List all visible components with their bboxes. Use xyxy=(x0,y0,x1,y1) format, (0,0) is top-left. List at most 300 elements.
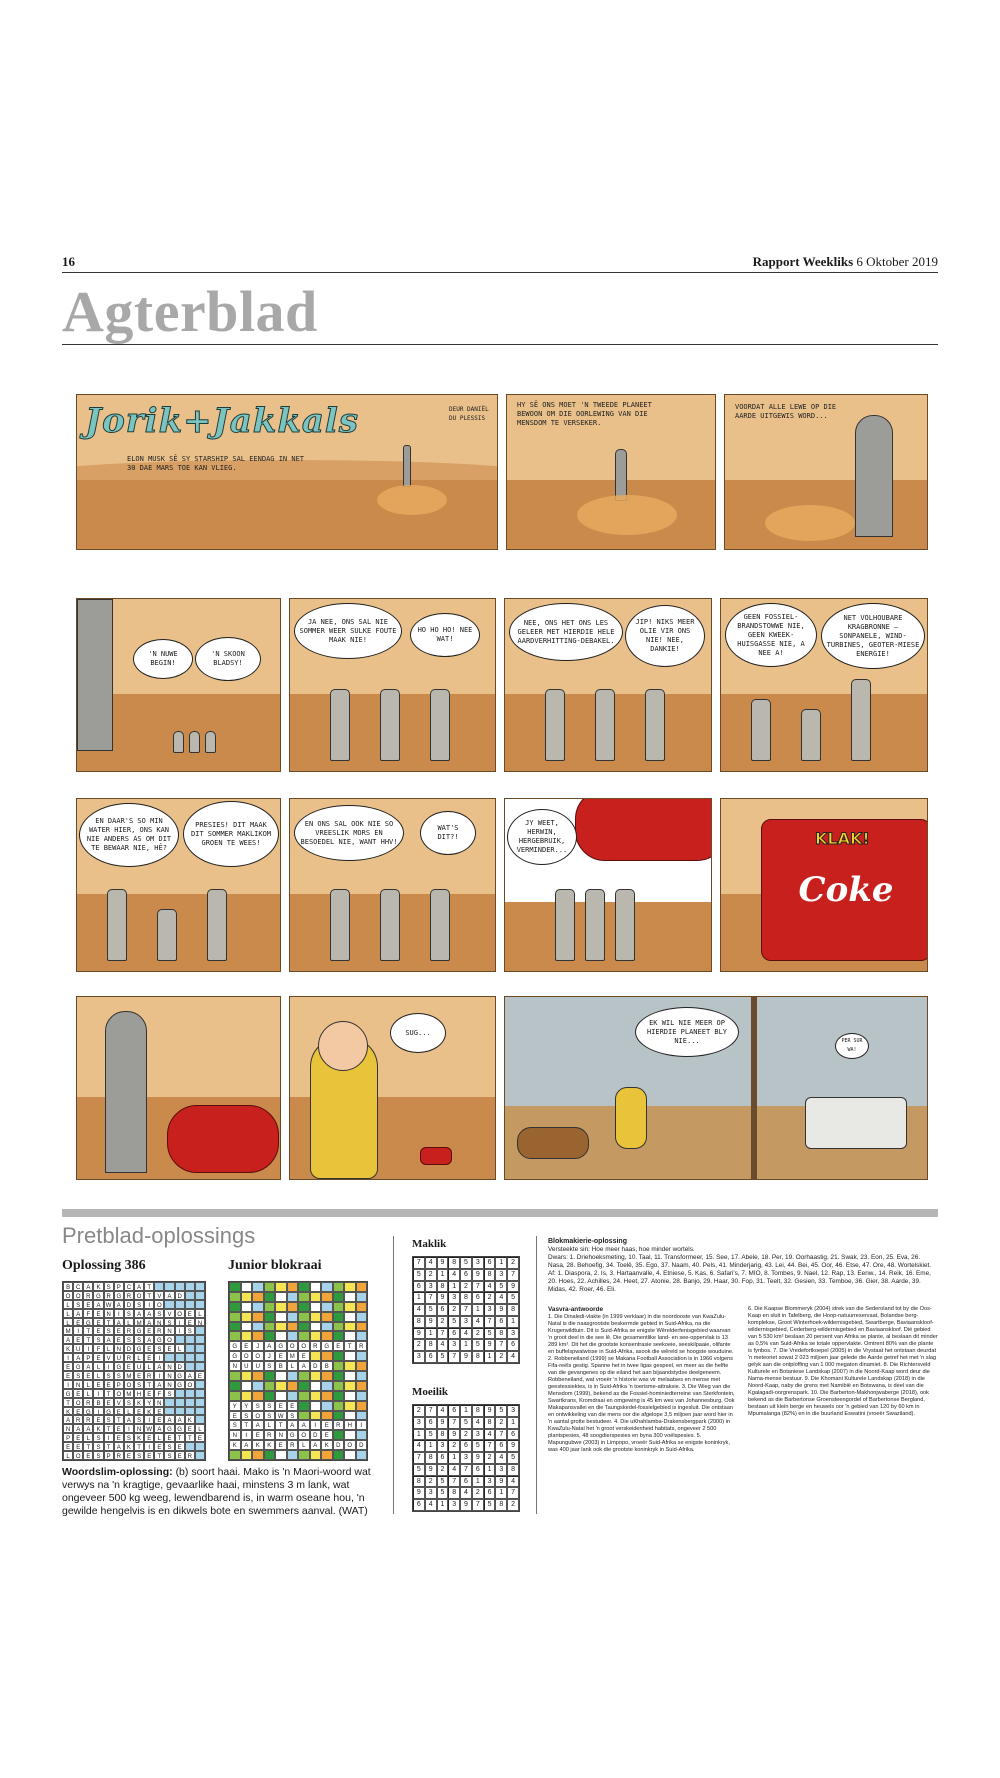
oplossing-cell xyxy=(185,1407,195,1416)
junior-cell: D xyxy=(333,1440,345,1450)
junior-cell xyxy=(333,1292,345,1302)
panel-2-caption: HY SÊ ONS MOET 'N TWEEDE PLANEET BEWOON OM DIE OORLEWING VAN DIE MENSDOM TE VERSEKER. xyxy=(517,401,652,427)
oplossing-cell: K xyxy=(134,1433,144,1442)
moeilik-cell: 6 xyxy=(425,1417,437,1429)
junior-cell xyxy=(275,1282,287,1292)
oplossing-cell: T xyxy=(144,1282,154,1291)
junior-cell xyxy=(275,1391,287,1401)
comic-panel-9 xyxy=(289,798,496,972)
moeilik-cell: 4 xyxy=(507,1476,519,1488)
oplossing-cell xyxy=(164,1282,174,1291)
oplossing-cell: D xyxy=(124,1344,134,1353)
oplossing-cell: G xyxy=(134,1326,144,1335)
oplossing-cell: A xyxy=(83,1424,93,1433)
moeilik-cell: 2 xyxy=(495,1417,507,1429)
maklik-cell: 8 xyxy=(507,1304,519,1316)
oplossing-cell: A xyxy=(164,1291,174,1300)
oplossing-cell: G xyxy=(104,1407,114,1416)
oplossing-cell: O xyxy=(164,1335,174,1344)
junior-cell xyxy=(229,1371,241,1381)
oplossing-cell: O xyxy=(134,1291,144,1300)
junior-cell xyxy=(333,1322,345,1332)
maklik-cell: 6 xyxy=(484,1257,496,1269)
maklik-cell: 3 xyxy=(413,1351,425,1363)
junior-cell xyxy=(287,1391,299,1401)
junior-cell: K xyxy=(264,1440,276,1450)
junior-cell: A xyxy=(264,1341,276,1351)
oplossing-cell: R xyxy=(83,1398,93,1407)
oplossing-cell: E xyxy=(104,1380,114,1389)
oplossing-cell: I xyxy=(73,1326,83,1335)
oplossing-cell: L xyxy=(93,1362,103,1371)
header-rule xyxy=(62,272,938,273)
oplossing-cell: U xyxy=(114,1353,124,1362)
oplossing-cell xyxy=(195,1300,205,1309)
oplossing-cell: N xyxy=(164,1326,174,1335)
oplossing-cell: E xyxy=(195,1433,205,1442)
oplossing-cell: T xyxy=(154,1451,164,1460)
oplossing-cell: O xyxy=(114,1389,124,1398)
oplossing-cell: N xyxy=(195,1318,205,1327)
oplossing-cell: P xyxy=(83,1353,93,1362)
oplossing-cell: R xyxy=(185,1451,195,1460)
vasvra-column-1: 1. Die Dinaledi-vlakte (in 1999 verklaar) in die noordooste van KwaZulu-Natal is die naasgrootste beskermde gebied in Suid-Afrika, na die Krugerwildtuin. Dit is Suid-Afrika se enigste Wêrelderfenisgebied waarvan 'n groot deel in die see lê. Die gesamentlike land- en see-oppervlak is 13 289 km². Dit het die grootste konsentrasie seekoeie, seeskilpaaie, olifante en buffelspwalwisse in Suid-Afrika, asook die wêreld se hoogste wouduine. 2. Robbeneiland (1999) se Makana Football Association is in 1966 volgens Fifa-reëls gestig. Spanne het in twee ligas gespeel, en meer as die helfte van die gevangenes op die eiland het aan bijaandstydse deelgeneem. Robbeneiland, wat vroeër 'n historie was vir melaatses en mense met geestessiektes, is in Suid-Afrika 'n toerisme-attraksie. 3. Die Wieg van die Mensdom (1999), bekend as die Fossiel-hominiedterreine van Sterkfontein, Swartkrans, Kromdraai en omgewing is 45 km wes van Johannesburg. Ook Makapansvallei en die Taungskedel-fossielgebied is ingesluit. Die ontstaan en ontwikkeling van die mens oor die afgelope 3,5 miljoen jaar word hier in 'n aantal grotte bestudeer. 4. Die uKhahlamba-Drakensbergpark (2000) in KwaZulu-Natal het 'n groot verskeidenheid habitats, ongeveer 2 500 plantspesies, 48 soogdierspesies en byna 300 voëlspesies. 5. Mapungubwe (2003) in Limpopo, vroeër Suid-Afrika se enigste koninkryk, was 400 jaar lank ook die grootste koninkryk in Suid-Afrika. xyxy=(548,1314,735,1453)
maklik-cell: 3 xyxy=(472,1257,484,1269)
oplossing-cell: L xyxy=(83,1380,93,1389)
junior-cell xyxy=(229,1282,241,1292)
oplossing-cell: R xyxy=(124,1326,134,1335)
oplossing-cell xyxy=(195,1282,205,1291)
oplossing-cell xyxy=(195,1362,205,1371)
oplossing-cell: E xyxy=(114,1407,124,1416)
oplossing-cell: G xyxy=(134,1344,144,1353)
oplossing-cell: E xyxy=(154,1442,164,1451)
oplossing-cell: K xyxy=(63,1407,73,1416)
oplossing-cell xyxy=(175,1300,185,1309)
oplossing-cell: S xyxy=(104,1282,114,1291)
boy-figure xyxy=(615,1087,647,1149)
junior-cell: R xyxy=(310,1341,322,1351)
soda-can xyxy=(420,1147,452,1165)
junior-cell xyxy=(356,1282,368,1292)
oplossing-cell: E xyxy=(185,1309,195,1318)
panel-10-bubble-1: JY WEET, HERWIN, HERGEBRUIK, VERMINDER... xyxy=(507,809,577,865)
maklik-sudoku-grid xyxy=(412,1256,520,1364)
astronaut-figure xyxy=(751,699,771,761)
panel-9-bubble-2: WAT'S DIT?! xyxy=(420,811,476,855)
junior-cell xyxy=(229,1381,241,1391)
maklik-cell: 2 xyxy=(495,1351,507,1363)
junior-cell: S xyxy=(287,1411,299,1421)
maklik-cell: 2 xyxy=(460,1281,472,1293)
oplossing-crossword-grid xyxy=(62,1281,206,1461)
oplossing-cell: V xyxy=(164,1309,174,1318)
junior-cell xyxy=(344,1430,356,1440)
junior-cell: G xyxy=(287,1430,299,1440)
moeilik-cell: 9 xyxy=(484,1405,496,1417)
moeilik-cell: 5 xyxy=(460,1417,472,1429)
maklik-cell: 6 xyxy=(448,1328,460,1340)
oplossing-cell: A xyxy=(175,1415,185,1424)
oplossing-cell: G xyxy=(175,1371,185,1380)
junior-cell: O xyxy=(298,1430,310,1440)
junior-cell xyxy=(275,1381,287,1391)
moeilik-cell: 5 xyxy=(437,1476,449,1488)
junior-cell: D xyxy=(310,1430,322,1440)
oplossing-cell xyxy=(195,1398,205,1407)
junior-cell xyxy=(344,1381,356,1391)
junior-cell xyxy=(333,1450,345,1460)
junior-cell xyxy=(356,1381,368,1391)
oplossing-cell: G xyxy=(175,1424,185,1433)
junior-cell xyxy=(241,1282,253,1292)
maklik-cell: 6 xyxy=(460,1269,472,1281)
oplossing-cell: R xyxy=(154,1326,164,1335)
maklik-cell: 1 xyxy=(425,1328,437,1340)
junior-cell: S xyxy=(264,1411,276,1421)
panel-6-bubble-1: NEE, ONS HET ONS LES GELEER MET HIERDIE HELE AARDVERHITTING-DEBAKEL. xyxy=(509,603,623,661)
oplossing-cell: E xyxy=(83,1371,93,1380)
oplossing-cell: T xyxy=(104,1318,114,1327)
maklik-cell: 9 xyxy=(460,1351,472,1363)
maklik-cell: 1 xyxy=(495,1257,507,1269)
oplossing-cell: O xyxy=(154,1300,164,1309)
oplossing-cell: N xyxy=(104,1309,114,1318)
oplossing-cell: E xyxy=(63,1442,73,1451)
junior-cell: E xyxy=(275,1401,287,1411)
boy-head xyxy=(318,1021,368,1071)
maklik-cell: 2 xyxy=(437,1316,449,1328)
oplossing-cell xyxy=(195,1335,205,1344)
oplossing-cell: B xyxy=(63,1282,73,1291)
junior-cell xyxy=(356,1371,368,1381)
maklik-cell: 4 xyxy=(448,1269,460,1281)
junior-cell xyxy=(287,1312,299,1322)
oplossing-cell: E xyxy=(175,1451,185,1460)
junior-cell xyxy=(333,1302,345,1312)
junior-cell: E xyxy=(321,1430,333,1440)
junior-cell: S xyxy=(264,1361,276,1371)
junior-cell xyxy=(229,1331,241,1341)
oplossing-cell: A xyxy=(144,1335,154,1344)
junior-cell xyxy=(275,1312,287,1322)
smoke-cloud xyxy=(765,505,855,541)
junior-cell xyxy=(310,1401,322,1411)
junior-cell xyxy=(333,1312,345,1322)
blokmakierie-title: Blokmakierie-oplossing xyxy=(548,1238,627,1245)
oplossing-cell xyxy=(164,1300,174,1309)
oplossing-cell: E xyxy=(185,1318,195,1327)
oplossing-cell: E xyxy=(114,1433,124,1442)
oplossing-cell: G xyxy=(175,1380,185,1389)
maklik-cell: 4 xyxy=(507,1351,519,1363)
junior-cell: O xyxy=(287,1341,299,1351)
oplossing-cell: L xyxy=(175,1344,185,1353)
oplossing-cell: T xyxy=(144,1380,154,1389)
oplossing-cell: N xyxy=(73,1380,83,1389)
moeilik-cell: 4 xyxy=(495,1452,507,1464)
maklik-cell: 3 xyxy=(460,1316,472,1328)
junior-cell xyxy=(287,1282,299,1292)
oplossing-cell xyxy=(185,1398,195,1407)
moeilik-cell: 9 xyxy=(448,1429,460,1441)
moeilik-cell: 8 xyxy=(448,1487,460,1499)
junior-cell xyxy=(298,1391,310,1401)
junior-cell xyxy=(264,1312,276,1322)
junior-cell xyxy=(333,1282,345,1292)
junior-cell xyxy=(264,1450,276,1460)
oplossing-cell: S xyxy=(73,1300,83,1309)
oplossing-cell: S xyxy=(124,1335,134,1344)
oplossing-cell: I xyxy=(104,1362,114,1371)
junior-cell xyxy=(275,1302,287,1312)
maklik-cell: 3 xyxy=(448,1292,460,1304)
junior-cell xyxy=(241,1381,253,1391)
oplossing-cell: S xyxy=(154,1309,164,1318)
junior-cell xyxy=(264,1371,276,1381)
moeilik-cell: 8 xyxy=(472,1405,484,1417)
moeilik-cell: 5 xyxy=(425,1429,437,1441)
column-divider xyxy=(393,1236,394,1514)
oplossing-cell: R xyxy=(83,1415,93,1424)
oplossing-cell xyxy=(185,1389,195,1398)
oplossing-cell xyxy=(175,1398,185,1407)
junior-cell: O xyxy=(252,1411,264,1421)
panel-7-bubble-2: NET VOLHOUBARE KRAGBRONNE – SONPANELE, WIND-TURBINES, GEOTER-MIESE ENERGIE! xyxy=(821,603,925,669)
junior-cell xyxy=(310,1282,322,1292)
junior-cell xyxy=(333,1361,345,1371)
astronaut-figure xyxy=(430,689,450,761)
junior-cell: E xyxy=(321,1420,333,1430)
moeilik-cell: 1 xyxy=(495,1487,507,1499)
panel-5-bubble-1: JA NEE, ONS SAL NIE SOMMER WEER SULKE FOUTE MAAK NIE! xyxy=(294,603,402,659)
oplossing-cell: I xyxy=(175,1326,185,1335)
oplossing-cell: P xyxy=(114,1282,124,1291)
oplossing-cell: I xyxy=(154,1353,164,1362)
maklik-cell: 2 xyxy=(507,1257,519,1269)
junior-cell xyxy=(321,1351,333,1361)
moeilik-sudoku-grid xyxy=(412,1404,520,1512)
moeilik-cell: 1 xyxy=(460,1405,472,1417)
woordslim-text: (b) soort haai. Mako is 'n Maori-woord wat verwys na 'n kragtige, gevaarlike haai, minstens 3 m lank, wat ongeveer 500 kg weeg, lewendbarend is, in warm oseane hou, 'n gewilde hengelvis is en dikwels bote en swemmers aanval. (WAT) xyxy=(62,1466,371,1517)
junior-cell: E xyxy=(275,1351,287,1361)
oplossing-cell: O xyxy=(175,1309,185,1318)
junior-cell xyxy=(321,1391,333,1401)
maklik-cell: 4 xyxy=(472,1316,484,1328)
oplossing-cell: K xyxy=(93,1424,103,1433)
astronaut-figure xyxy=(615,889,635,961)
junior-cell xyxy=(264,1391,276,1401)
maklik-cell: 8 xyxy=(495,1328,507,1340)
oplossing-cell: A xyxy=(93,1300,103,1309)
junior-cell xyxy=(321,1411,333,1421)
maklik-cell: 9 xyxy=(484,1339,496,1351)
maklik-cell: 3 xyxy=(507,1328,519,1340)
oplossing-cell: M xyxy=(134,1318,144,1327)
maklik-cell: 1 xyxy=(448,1281,460,1293)
junior-cell xyxy=(310,1371,322,1381)
moeilik-cell: 3 xyxy=(507,1405,519,1417)
oplossing-cell: S xyxy=(114,1371,124,1380)
junior-cell xyxy=(344,1322,356,1332)
junior-cell: R xyxy=(287,1440,299,1450)
moeilik-cell: 5 xyxy=(484,1499,496,1511)
oplossing-cell: G xyxy=(63,1389,73,1398)
junior-cell xyxy=(321,1331,333,1341)
junior-cell xyxy=(356,1312,368,1322)
junior-cell: G xyxy=(229,1341,241,1351)
oplossing-cell: T xyxy=(134,1442,144,1451)
junior-cell: Y xyxy=(241,1401,253,1411)
telephone-pole xyxy=(751,997,757,1180)
moeilik-cell: 3 xyxy=(448,1499,460,1511)
moeilik-cell: 4 xyxy=(484,1429,496,1441)
junior-cell xyxy=(344,1312,356,1322)
panel-5-bubble-2: HO HO HO! NEE WAT! xyxy=(410,613,480,657)
oplossing-cell: S xyxy=(104,1371,114,1380)
junior-cell xyxy=(333,1401,345,1411)
junior-crossword-grid xyxy=(228,1281,368,1461)
oplossing-cell: A xyxy=(185,1371,195,1380)
junior-cell: A xyxy=(241,1440,253,1450)
junior-cell xyxy=(287,1381,299,1391)
junior-cell: G xyxy=(229,1351,241,1361)
oplossing-cell: S xyxy=(185,1326,195,1335)
moeilik-cell: 2 xyxy=(507,1499,519,1511)
astronaut-figure xyxy=(595,689,615,761)
junior-cell xyxy=(333,1371,345,1381)
oplossing-cell: S xyxy=(134,1335,144,1344)
moeilik-cell: 2 xyxy=(472,1487,484,1499)
soda-can xyxy=(575,798,712,861)
oplossing-cell: A xyxy=(73,1309,83,1318)
junior-cell xyxy=(252,1312,264,1322)
oplossing-cell: T xyxy=(83,1442,93,1451)
junior-cell xyxy=(252,1331,264,1341)
junior-cell xyxy=(310,1302,322,1312)
starship-icon xyxy=(403,445,411,487)
oplossing-cell: F xyxy=(93,1344,103,1353)
junior-cell: J xyxy=(252,1341,264,1351)
maklik-cell: 5 xyxy=(472,1339,484,1351)
oplossing-cell xyxy=(154,1282,164,1291)
oplossing-cell: T xyxy=(175,1433,185,1442)
junior-cell xyxy=(344,1371,356,1381)
oplossing-cell: R xyxy=(114,1451,124,1460)
junior-cell xyxy=(344,1391,356,1401)
junior-cell xyxy=(229,1391,241,1401)
moeilik-cell: 4 xyxy=(425,1499,437,1511)
oplossing-cell: L xyxy=(144,1362,154,1371)
junior-cell xyxy=(264,1322,276,1332)
moeilik-cell: 5 xyxy=(507,1452,519,1464)
oplossing-cell: E xyxy=(93,1318,103,1327)
junior-cell xyxy=(252,1302,264,1312)
oplossing-cell: L xyxy=(124,1318,134,1327)
oplossing-cell: S xyxy=(104,1326,114,1335)
maklik-cell: 8 xyxy=(448,1257,460,1269)
junior-cell: O xyxy=(252,1351,264,1361)
oplossing-cell: A xyxy=(164,1415,174,1424)
oplossing-cell: E xyxy=(185,1424,195,1433)
junior-cell: A xyxy=(298,1361,310,1371)
oplossing-cell: I xyxy=(144,1300,154,1309)
moeilik-cell: 9 xyxy=(507,1440,519,1452)
oplossing-cell: M xyxy=(124,1389,134,1398)
junior-cell xyxy=(241,1331,253,1341)
oplossing-cell: G xyxy=(73,1362,83,1371)
oplossing-cell: R xyxy=(124,1353,134,1362)
moeilik-cell: 5 xyxy=(437,1487,449,1499)
oplossing-cell xyxy=(185,1282,195,1291)
oplossing-cell: T xyxy=(144,1291,154,1300)
oplossing-cell: I xyxy=(63,1380,73,1389)
oplossing-cell: A xyxy=(124,1415,134,1424)
junior-cell: Y xyxy=(229,1401,241,1411)
oplossing-cell: T xyxy=(104,1442,114,1451)
maklik-cell: 1 xyxy=(460,1339,472,1351)
maklik-cell: 1 xyxy=(507,1316,519,1328)
maklik-cell: 2 xyxy=(472,1328,484,1340)
maklik-cell: 6 xyxy=(507,1339,519,1351)
junior-cell: G xyxy=(275,1341,287,1351)
oplossing-cell: A xyxy=(154,1424,164,1433)
oplossing-cell: F xyxy=(154,1389,164,1398)
junior-cell: N xyxy=(229,1361,241,1371)
junior-cell: S xyxy=(241,1411,253,1421)
oplossing-cell: R xyxy=(124,1291,134,1300)
oplossing-cell: S xyxy=(93,1335,103,1344)
moeilik-cell: 5 xyxy=(413,1464,425,1476)
blokmakierie-line-2: Dwars: 1. Driehoeksmeting, 10. Taal, 11. Transformeer, 15. See, 17. Abele, 18. Per, 19. Oorhaastig, 21. Swak, 23. Eon, 25. Eva, 26. Nasa, 28. Behoefig, 34. Toelê, 35. Ego, 37. Naam, 40. Pels, 41. Minderjarig, 43. Lei, 44. Bei, 45. Oor, 46. Etse, 47. Ore, 48. Wortelskiet. Af: 1. Diaspora, 2. Is, 3. Hartaanvalle, 4. Etniese, 5. Kas, 6. Safari's, 7. MIO, 8. Tombes, 9. Nael, 12. Rap, 13. Eenw., 14. Reik, 16. Eme, 20. Hoes, 22. Achilles, 24. Heet, 27. Atonie, 28. Banjo, 29. Haar, 30. Fop, 31. Teelt, 32. Gesien, 33. Temboe, 36. Gier, 38. Aarde, 39. Midas, 42. Roer, 46. Eli. xyxy=(548,1254,932,1293)
junior-cell xyxy=(333,1351,345,1361)
oplossing-cell: S xyxy=(104,1415,114,1424)
junior-cell: E xyxy=(252,1430,264,1440)
maklik-cell: 8 xyxy=(413,1316,425,1328)
moeilik-cell: 7 xyxy=(413,1452,425,1464)
oplossing-cell: P xyxy=(114,1380,124,1389)
maklik-cell: 9 xyxy=(507,1281,519,1293)
junior-title: Junior blokraai xyxy=(228,1258,322,1273)
vasvra-column-2: 6. Die Kaapse Blommeryk (2004) strek van die Sederoland tot by die Oos-Kaap en sluit in Tafelberg, die Hoop-natuurreservaat, Bolandse berg-komplekse, Groot Winterhoek-wildernisgebied, Swartberge, Baviaanskloof-wildernisgebied, Cederberg-wildernisgebied en Baviaanskloof. Dié gebied van 5 530 km² beslaan 20 persent van Afrika se plante, al beslaan dit minder as 0,5% van Suid-Afrika se totale oppervlakte. Omtrent 80% van die plante is fynbos. 7. Die Vredefortkoepel (2005) in die Vrystaat het ontstaan deurdat 'n meteoriet sowat 2 023 miljoen jaar gelede die Aarde getref het met 'n slag gelyk aan die ontploffing van 1 000 megaton dinamiet. 8. Die Richtersveld Kulturele en Botaniese Landskap (2007) in die Noord-Kaap word deur die Nama-mense bestuur. 9. Die Khomani Kulturele Landskap (2018) in die Noord-Kaap, naby die grens met Namibië en Botswana, is deel van die Kgalagadi-oorgrenspark. 10. Die Barberton-Makhonjwaberge (2018), ook bekend as die Barbertonse Groensteengordel of Barbertonse Bergland, bestaan uit klein berge en heuwels oor 'n gebied van 120 by 60 km in Mpumalanga (82%) en in die buurland Eswatini (vroeër Swaziland). xyxy=(748,1306,938,1417)
oplossing-cell: A xyxy=(73,1353,83,1362)
oplossing-cell xyxy=(185,1300,195,1309)
comic-strip xyxy=(76,394,928,1188)
publication-dateline xyxy=(753,254,938,270)
soda-can xyxy=(167,1105,279,1173)
astronaut-figure xyxy=(205,731,216,753)
oplossing-title: Oplossing 386 xyxy=(62,1258,146,1273)
maklik-cell: 6 xyxy=(425,1351,437,1363)
junior-cell xyxy=(275,1450,287,1460)
woordslim-label: Woordslim-oplossing: xyxy=(62,1466,173,1478)
maklik-cell: 2 xyxy=(425,1269,437,1281)
oplossing-cell: L xyxy=(63,1451,73,1460)
junior-cell: E xyxy=(333,1341,345,1351)
page-header xyxy=(62,254,938,272)
maklik-cell: 5 xyxy=(437,1351,449,1363)
oplossing-cell: P xyxy=(63,1433,73,1442)
maklik-cell: 8 xyxy=(460,1292,472,1304)
comic-byline: DEUR DANIËL DU PLESSIS xyxy=(449,406,489,422)
moeilik-cell: 8 xyxy=(484,1417,496,1429)
oplossing-cell: D xyxy=(175,1291,185,1300)
moeilik-cell: 6 xyxy=(460,1440,472,1452)
oplossing-cell: A xyxy=(83,1282,93,1291)
junior-cell: E xyxy=(298,1351,310,1361)
moeilik-cell: 6 xyxy=(448,1405,460,1417)
panel-8-bubble-1: EN DAAR'S SO MIN WATER HIER, ONS KAN NIE ANDERS AS OM DIT TE BEWAAR NIE, HÊ? xyxy=(79,803,179,867)
